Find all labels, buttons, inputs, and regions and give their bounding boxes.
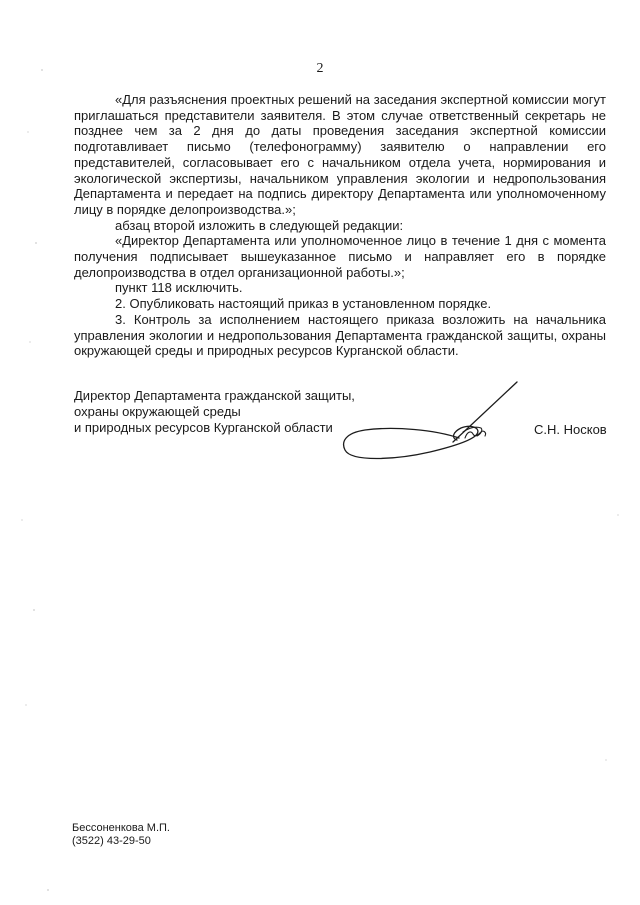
executor-phone: (3522) 43-29-50: [72, 835, 151, 847]
executor-name: Бессоненкова М.П.: [72, 822, 170, 834]
paragraph-director-signing: «Директор Департамента или уполномоченное лицо в течение 1 дня с момента получения подписывает вышеуказанное письмо и направляет его в порядке делопроизводства в отдел организационной работы.»;: [74, 233, 606, 280]
page-number: 2: [316, 61, 324, 76]
paragraph-publish-order: 2. Опубликовать настоящий приказ в установленном порядке.: [115, 296, 492, 312]
paragraph-commission-clarification: «Для разъяснения проектных решений на заседания экспертной комиссии могут приглашаться представители заявителя. В этом случае ответственный секретарь не позднее чем за 2 дня до даты проведения заседания экспертной комиссии подготавливает письмо (телефонограмму) заявителю о направлении его представителей, согласовывает его с начальником отдела учета, нормирования и экологической экспертизы, начальником управления экологии и недропользования Департамента и передает на подпись директору Департамента или уполномоченному лицу в порядке делопроизводства.»;: [74, 92, 606, 217]
signatory-name: С.Н. Носков: [534, 422, 607, 437]
signatory-title-line: охраны окружающей среды: [74, 404, 241, 419]
signatory-title-line: Директор Департамента гражданской защиты,: [74, 388, 355, 403]
paragraph-second-abzac-intro: абзац второй изложить в следующей редакции:: [115, 217, 404, 233]
signatory-title-line: и природных ресурсов Курганской области: [74, 420, 333, 435]
paragraph-control: 3. Контроль за исполнением настоящего приказа возложить на начальника управления экологии и недропользования Департамента гражданской защиты, охраны окружающей среды и природных ресурсов Курганской области.: [74, 311, 606, 359]
paragraph-point-118: пункт 118 исключить.: [115, 280, 243, 296]
